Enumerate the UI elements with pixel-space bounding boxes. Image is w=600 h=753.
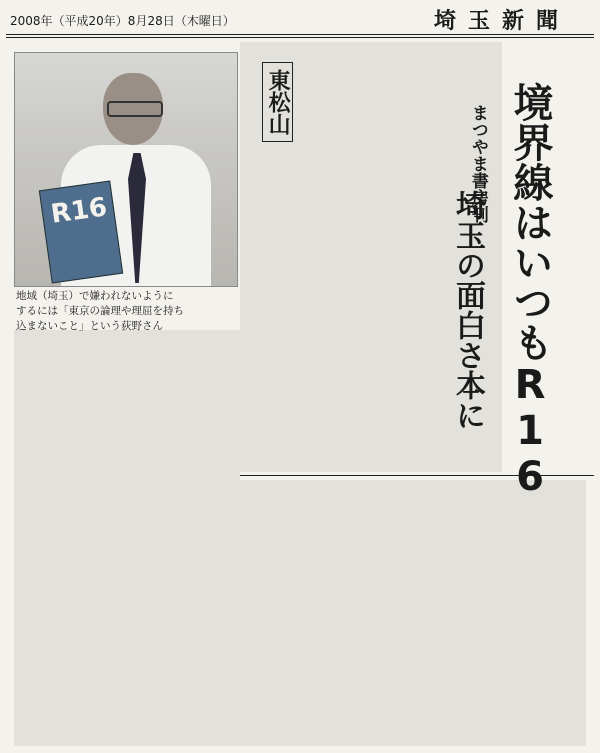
header-rule xyxy=(6,34,594,35)
sub-headline: 埼玉の面白さ本に xyxy=(450,190,485,430)
publisher-label: まつやま書房刊 xyxy=(467,104,488,223)
issue-date: 2008年（平成20年）8月28日（木曜日） xyxy=(10,14,235,28)
locality-tag: 東松山 xyxy=(262,62,293,142)
person-glasses xyxy=(107,101,163,117)
header-rule-2 xyxy=(6,37,594,38)
article-column-block-lower xyxy=(14,330,240,746)
photo-caption: 地域（埼玉）で嫌われないように するには「東京の論理や理屈を持ち 込まないこと」という荻野さん xyxy=(16,290,184,332)
held-book xyxy=(39,180,123,283)
portrait-photo xyxy=(14,52,238,287)
article-column-block-right xyxy=(240,480,586,746)
newspaper-masthead: 埼玉新聞 xyxy=(433,8,570,34)
main-headline: 境界線はいつもR16 xyxy=(507,82,553,500)
book-title-r16: R16 xyxy=(49,192,109,230)
